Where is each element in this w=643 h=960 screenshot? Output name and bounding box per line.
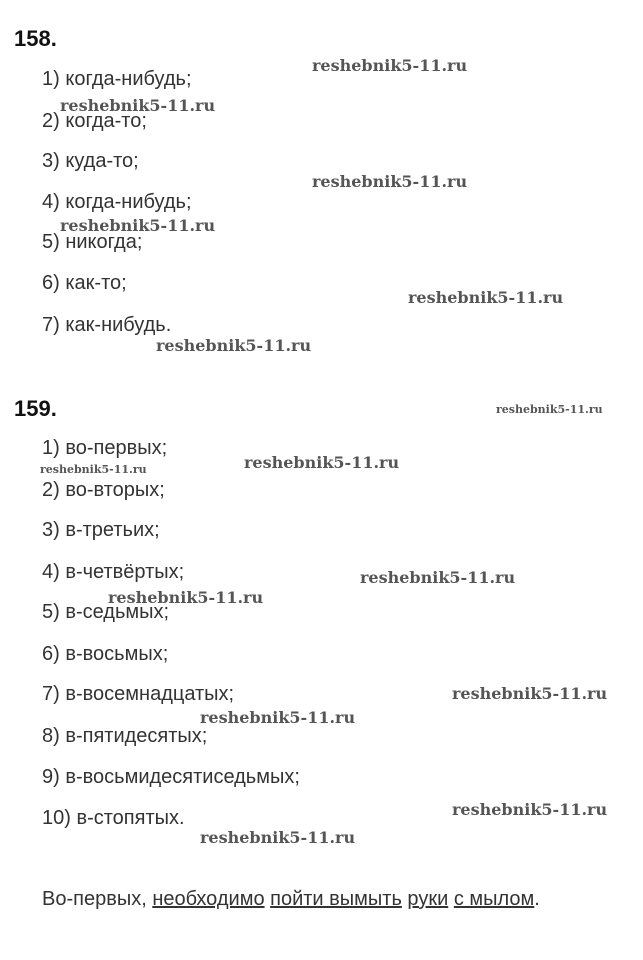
list-item: 2) во-вторых;	[42, 479, 165, 501]
watermark: reshebnik5-11.ru	[200, 708, 356, 727]
watermark: reshebnik5-11.ru	[452, 800, 608, 819]
list-item: 6) как-то;	[42, 272, 127, 294]
list-item: 5) в-седьмых;	[42, 601, 170, 623]
watermark: reshebnik5-11.ru	[60, 96, 216, 115]
sentence-underlined-text: пойти вымыть	[270, 888, 402, 910]
watermark: reshebnik5-11.ru	[408, 288, 564, 307]
list-item: 2) когда-то;	[42, 110, 147, 132]
watermark: reshebnik5-11.ru	[312, 172, 468, 191]
list-item: 4) когда-нибудь;	[42, 191, 192, 213]
watermark: reshebnik5-11.ru	[200, 828, 356, 847]
watermark: reshebnik5-11.ru	[360, 568, 516, 587]
list-item: 1) во-первых;	[42, 437, 168, 459]
watermark: reshebnik5-11.ru	[312, 56, 468, 75]
watermark: reshebnik5-11.ru	[60, 216, 216, 235]
sentence-underlined-text: с мылом	[453, 888, 535, 910]
list-item: 10) в-стопятых.	[42, 807, 185, 829]
watermark: reshebnik5-11.ru	[452, 684, 608, 703]
list-item: 3) в-третьих;	[42, 519, 160, 541]
list-item: 1) когда-нибудь;	[42, 68, 192, 90]
exercise-158-heading: 158.	[14, 26, 57, 51]
list-item: 7) в-восемнадцатых;	[42, 683, 235, 705]
watermark: reshebnik5-11.ru	[496, 403, 603, 416]
sentence-underlined-text: руки	[407, 888, 449, 910]
sentence-text: .	[534, 888, 540, 910]
example-sentence	[42, 888, 540, 911]
watermark: reshebnik5-11.ru	[40, 463, 147, 476]
exercise-159-heading: 159.	[14, 396, 57, 421]
list-item: 7) как-нибудь.	[42, 314, 172, 336]
sentence-text: Во-первых,	[42, 888, 153, 910]
list-item: 3) куда-то;	[42, 150, 139, 172]
sentence-underlined-text: необходимо	[152, 888, 265, 910]
list-item: 9) в-восьмидесятиседьмых;	[42, 766, 300, 788]
list-item: 5) никогда;	[42, 231, 143, 253]
list-item: 6) в-восьмых;	[42, 643, 169, 665]
watermark: reshebnik5-11.ru	[156, 336, 312, 355]
list-item: 4) в-четвёртых;	[42, 561, 185, 583]
watermark: reshebnik5-11.ru	[244, 453, 400, 472]
list-item: 8) в-пятидесятых;	[42, 725, 208, 747]
watermark: reshebnik5-11.ru	[108, 588, 264, 607]
